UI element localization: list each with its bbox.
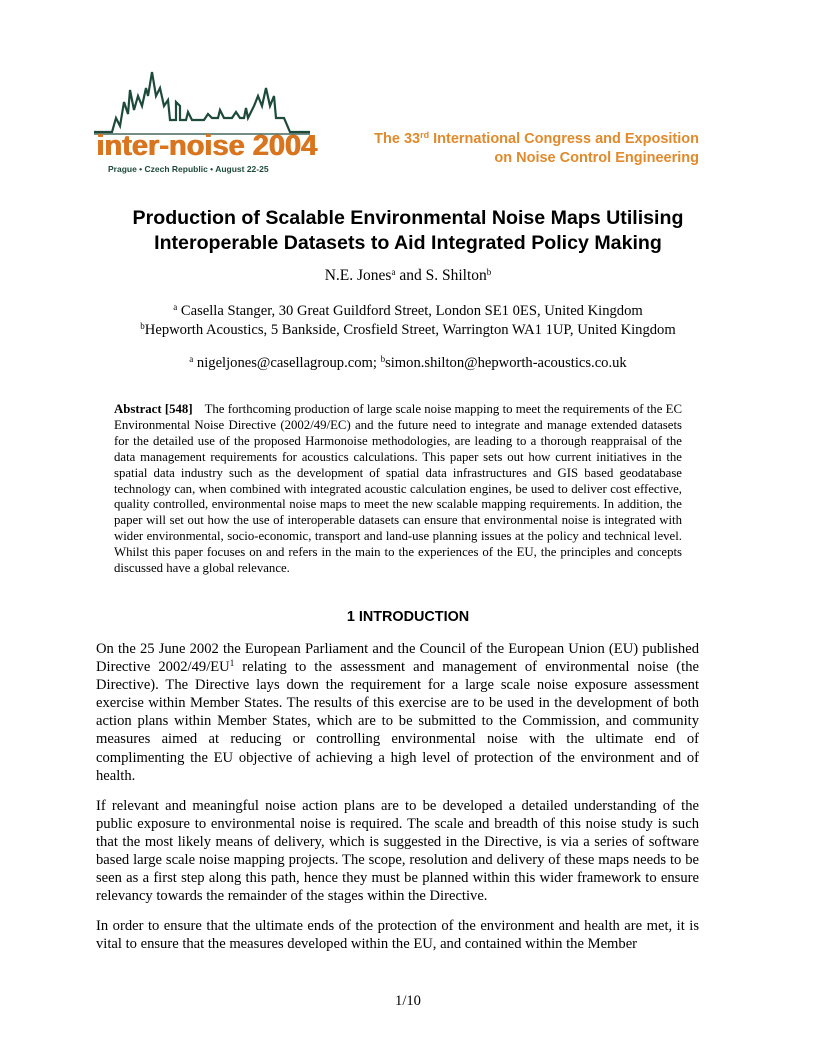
paper-authors: N.E. Jones$^a$ and S. Shilton$^b$ [324, 267, 492, 284]
congress-line-1: The 33rd International Congress and Exposition [374, 130, 699, 147]
paragraph: If relevant and meaningful noise action plans are to be developed a detailed understanding of the public exposure to environmental noise is required. The scale and breadth of this noise study is such that the most likely means of delivery, which is suggested in the Directive, is via a series of software based large scale noise mapping projects. The scope, resolution and delivery of these maps needs to be seen as a first step along this path, hence they must be planned within this wider framework to ensure relevancy towards the remainder of the stages within the Directive. [96, 798, 699, 905]
paragraph: In order to ensure that the ultimate ends of the protection of the environment and health are met, it is vital to ensure that the measures developed within the EU, and contained within the Member [96, 918, 699, 953]
paper-title: Production of Scalable Environmental Noise Maps Utilising Interoperable Datasets to Aid Integrated Policy Making [132, 207, 684, 254]
congress-heading [374, 130, 699, 168]
author-name: S. Shilton [425, 267, 487, 284]
affiliation-b: $^b$Hepworth Acoustics, 5 Bankside, Crosfield Street, Warrington WA1 1UP, United Kingdom [140, 320, 676, 338]
prague-skyline-icon [94, 66, 310, 136]
abstract-text: The forthcoming production of large scale noise mapping to meet the requirements of the EC Environmental Noise Directive (2002/49/EC) and the future need to integrate and manage extended datasets for the detailed use of the proposed Harmonoise methodologies, are leading to a thorough reappraisal of the data management requirements for acoustics calculations. This paper sets out how current initiatives in the spatial data industry such as the development of spatial data infrastructures and GIS based geodatabase technology can, when combined with integrated acoustic calculation engines, be used to deliver cost effective, quality controlled, environmental noise maps to meet the new scalable mapping requirements. In addition, the paper will set out how the use of interoperable datasets can ensure that environmental noise is integrated with wider environmental, socio-economic, transport and land-use planning issues at the policy and technical level. Whilst this paper focuses on and refers in the main to the experiences of the EU, the principles and concepts discussed have a global relevance. [114, 402, 682, 576]
congress-line-2: on Noise Control Engineering [494, 150, 699, 166]
section-heading: 1 INTRODUCTION [346, 609, 470, 625]
author-emails: $^a$ nigeljones@casellagroup.com; $^b$simon.shilton@hepworth-acoustics.co.uk [189, 354, 627, 371]
conference-logo [94, 66, 317, 178]
footnote-ref: 1 [229, 658, 235, 669]
author-name: N.E. Jones [324, 267, 392, 284]
logo-tagline: Prague • Czech Republic • August 22-25 [108, 164, 269, 174]
paragraph: On the 25 June 2002 the European Parliament and the Council of the European Union (EU) published Directive $2002/49/EU^1$ relating to the assessment and management of environmental noise (the Directive). The Directive lays down the requirement for a large scale noise exposure assessment exercise within Member States. The results of this exercise are to be used in the development of both action plans within Member States, which are to be submitted to the Commission, and community measures aimed at reducing or controlling environmental noise with the ultimate end of complimenting the EU objective of achieving a high level of protection of the environment and of health. [96, 641, 699, 784]
abstract-label: Abstract [548] [114, 402, 193, 416]
logo-wordmark: inter-noise 2004 [96, 130, 317, 162]
abstract [114, 402, 682, 577]
affiliation-a: $^a$ Casella Stanger, 30 Great Guildford Street, London SE1 0ES, United Kingdom [173, 302, 643, 319]
page-number: 1/10 [395, 993, 421, 1009]
affiliations [0, 302, 816, 339]
